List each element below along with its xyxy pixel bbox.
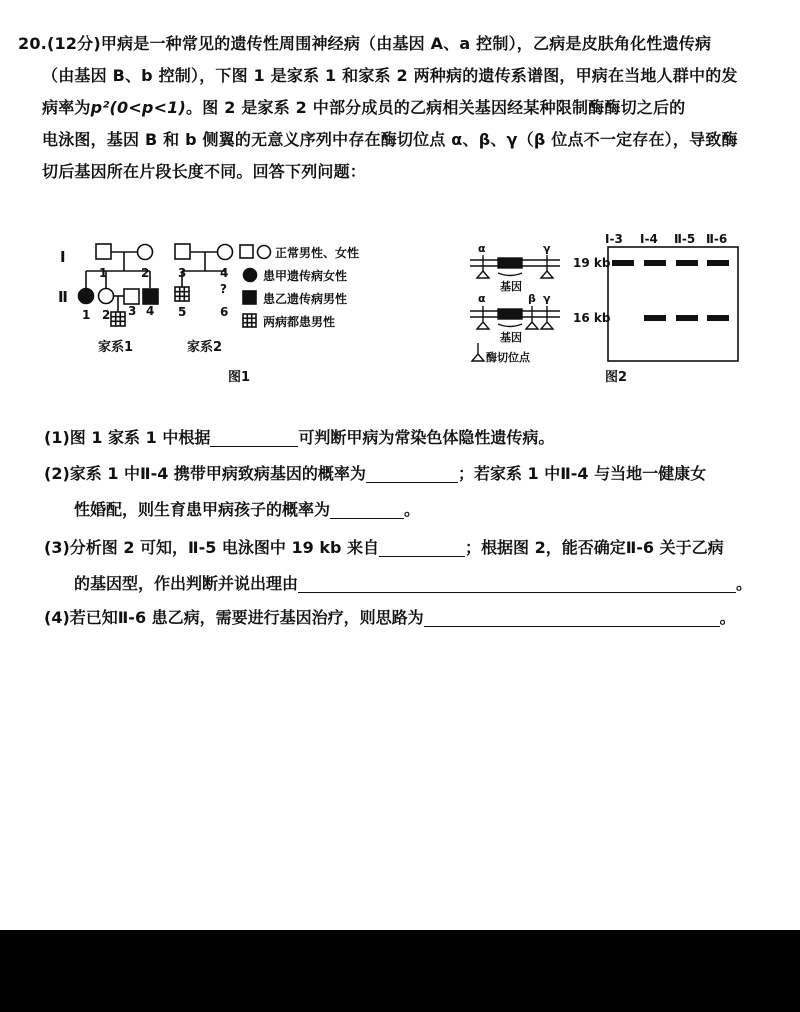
lane-label-I3: Ⅰ-3 [605,232,623,246]
q3-text-middle: ；根据图 2，能否确定Ⅱ-6 关于乙病 [465,538,724,557]
sub-question-3 [44,530,784,566]
f2-II6-number: 6 [220,305,229,319]
sub-question-1 [44,420,784,456]
f1-II3-number: 3 [128,304,137,318]
figures-svg [0,215,800,400]
q3-text-line2: 的基因型，作出判断并说出理由 [74,574,299,593]
site-label-beta: β [528,292,536,305]
f1-II4-number: 4 [146,304,155,318]
band-16kb-lane-2 [644,315,666,321]
band-16kb-lane-4 [707,315,729,321]
legend-normal-male-icon [240,245,253,258]
legend-both: 两病都患男性 [263,315,336,329]
q3-end: 。 [736,574,753,593]
intro-line-5 [18,156,786,188]
f2-I4-number: 4 [220,266,229,280]
q1-answer-blank[interactable] [210,424,298,447]
q3-text: 分析图 2 可知，Ⅱ-5 电泳图中 19 kb 来自 [69,538,379,557]
sub-question-2 [44,456,784,492]
f2-I3-normal-male [175,244,190,259]
gene-map [470,242,560,364]
f1-II3-normal-male [124,289,139,304]
family2-label: 家系2 [187,340,223,355]
band-19kb-lane-4 [707,260,729,266]
gel-bands [612,260,729,321]
sub-question-2-line2 [74,492,800,528]
site-label-gamma-1: γ [543,242,551,255]
figure1-caption: 图1 [228,370,251,385]
cut-site-icon [541,271,553,278]
q4-label: (4) [44,608,70,627]
gel-electrophoresis [573,232,738,385]
f1-II1-number: 1 [82,308,91,322]
legend-disease-a-female-icon [244,269,257,282]
band-16kb-lane-3 [676,315,698,321]
f1-I1-normal-male [96,244,111,259]
band-size-16kb: 16 kb [573,311,611,325]
family1-label: 家系1 [98,340,134,355]
q2-text-middle: ；若家系 1 中Ⅱ-4 与当地一健康女 [457,464,707,483]
f1-I2-normal-female [138,245,153,260]
cut-site-icon [526,322,538,329]
cut-site-icon [477,271,489,278]
q4-end: 。 [719,608,736,627]
sub-question-3-line2 [74,566,800,602]
f2-I4-normal-female [218,245,233,260]
figure2-caption: 图2 [605,370,628,385]
intro-line-4 [18,124,786,156]
prevalence-formula: p²(0<p<1) [90,98,187,117]
question-points: (12分) [46,34,101,53]
lane-label-I4: Ⅰ-4 [640,232,658,246]
q2-end: 。 [404,500,421,519]
q2-text: 家系 1 中Ⅱ-4 携带甲病致病基因的概率为 [69,464,366,483]
band-19kb-lane-2 [644,260,666,266]
intro-line-3 [18,92,786,124]
q3-answer-blank-1[interactable] [379,534,465,557]
intro-text: 切后基因所在片段长度不同。回答下列问题： [42,162,367,181]
intro-text: （由基因 B、b 控制），下图 1 是家系 1 和家系 2 两种病的遗传系谱图，甲病在当地人群中的发 [42,66,738,85]
cut-site-icon [541,322,553,329]
f1-II4-affected-male-B [143,289,158,304]
f2-I3-number: 3 [178,266,187,280]
intro-line-2 [18,60,786,92]
f2-II6-unknown: ? [220,282,227,296]
scan-black-band [0,930,800,1012]
site-label-alpha-1: α [478,242,486,255]
site-label-alpha-2: α [478,292,486,305]
f2-II5-number: 5 [178,305,187,319]
cut-site-legend: 酶切位点 [486,351,530,364]
q4-text: 若已知Ⅱ-6 患乙病，需要进行基因治疗，则思路为 [69,608,424,627]
intro-text: 电泳图，基因 B 和 b 侧翼的无意义序列中存在酶切位点 α、β、γ（β 位点不一定存在），导致酶 [42,130,738,149]
q4-answer-blank[interactable] [424,604,720,627]
intro-line-1 [18,28,786,60]
legend-both-diseases-icon [243,314,256,327]
band-size-19kb: 19 kb [573,256,611,270]
q1-text: 图 1 家系 1 中根据 [69,428,211,447]
band-19kb-lane-3 [676,260,698,266]
cut-site-icon [477,322,489,329]
f1-I1-number: 1 [99,266,108,280]
legend-normal-female-icon [258,246,271,259]
f1-II2-normal-female [99,289,114,304]
q2-label: (2) [44,464,70,483]
band-19kb-lane-1 [612,260,634,266]
f1-II1-affected-female-A [79,289,94,304]
question-number: 20. [18,34,47,53]
sub-question-4 [44,600,784,636]
lane-label-II6: Ⅱ-6 [706,232,728,246]
legend-disease-a: 患甲遗传病女性 [263,269,348,283]
legend-disease-b: 患乙遗传病男性 [263,292,348,306]
q1-label: (1) [44,428,70,447]
intro-text: 。图 2 是家系 2 中部分成员的乙病相关基因经某种限制酶酶切之后的 [186,98,686,117]
q2-answer-blank-1[interactable] [366,460,458,483]
intro-text: 病率为 [42,98,91,117]
q2-text-line2: 性婚配，则生育患甲病孩子的概率为 [74,500,331,519]
q2-answer-blank-2[interactable] [330,496,404,519]
site-label-gamma-2: γ [543,292,551,305]
gene-label-1: 基因 [500,280,522,293]
legend-disease-b-male-icon [243,291,256,304]
gene-label-2: 基因 [500,331,522,344]
f1-III-both-diseases-male [111,312,125,326]
question-intro [18,28,786,188]
lane-label-II5: Ⅱ-5 [674,232,696,246]
q3-answer-blank-2[interactable] [298,570,736,593]
pedigree-figure [58,244,359,385]
intro-text: 甲病是一种常见的遗传性周围神经病（由基因 A、a 控制），乙病是皮肤角化性遗传病 [100,34,712,53]
q1-text-after: 可判断甲病为常染色体隐性遗传病。 [298,428,555,447]
generation-label-1: Ⅰ [60,248,66,266]
legend-normal: 正常男性、女性 [275,246,360,260]
q3-label: (3) [44,538,70,557]
f2-II5-both-diseases-male [175,287,189,301]
cut-site-legend-icon [472,354,484,361]
generation-label-2: Ⅱ [58,288,68,306]
figures [0,215,800,400]
f1-I2-number: 2 [141,266,150,280]
f1-II2-number: 2 [102,308,111,322]
